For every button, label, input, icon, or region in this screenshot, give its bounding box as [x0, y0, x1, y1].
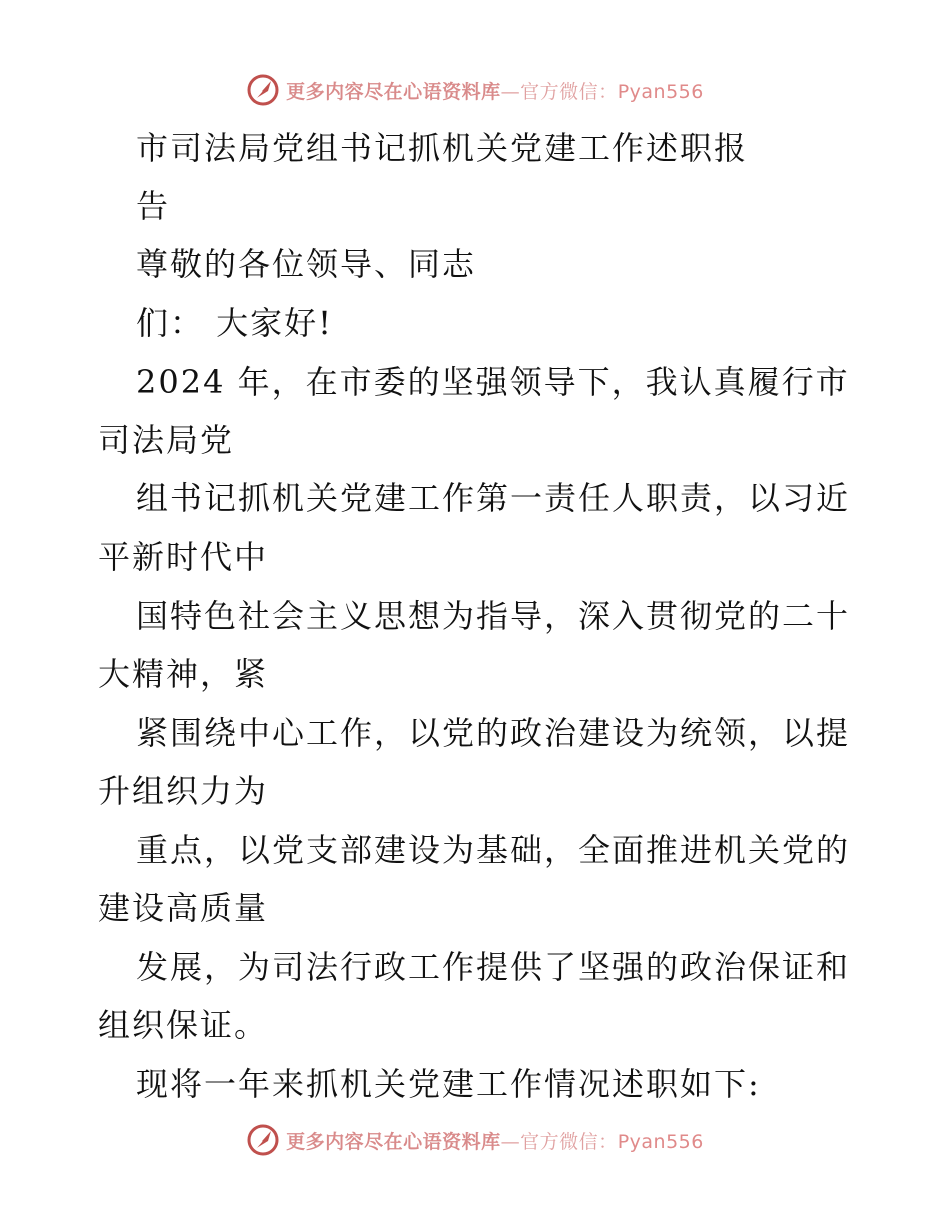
watermark-text	[286, 77, 704, 104]
paragraph-line: 国特色社会主义思想为指导，深入贯彻党的二十	[136, 597, 851, 635]
header-watermark	[0, 70, 950, 110]
watermark-brand: 更多内容尽在心语资料库	[286, 80, 501, 103]
paragraph-line: 组织保证。	[98, 1006, 269, 1044]
paragraph-line: 建设高质量	[98, 889, 269, 927]
watermark-brand: 更多内容尽在心语资料库	[286, 1130, 501, 1153]
paragraph-line: 平新时代中	[98, 538, 269, 576]
watermark-id: Pyan556	[617, 80, 704, 103]
paragraph-line: 2024 年，在市委的坚强领导下，我认真履行市	[136, 363, 850, 401]
watermark-separator: —	[500, 1130, 521, 1153]
document-title-line-1: 市司法局党组书记抓机关党建工作述职报	[136, 129, 749, 167]
watermark-label: 官方微信：	[520, 1130, 618, 1153]
paragraph-line: 发展，为司法行政工作提供了坚强的政治保证和	[136, 948, 851, 986]
paragraph-line: 重点，以党支部建设为基础，全面推进机关党的	[136, 831, 851, 869]
watermark-label: 官方微信：	[520, 80, 618, 103]
paragraph-line: 组书记抓机关党建工作第一责任人职责，以习近	[136, 479, 851, 517]
salutation-line-1: 尊敬的各位领导、同志	[136, 245, 477, 283]
paragraph-line: 司法局党	[98, 421, 235, 459]
quill-logo-icon	[246, 1123, 280, 1157]
paragraph-line: 大精神，紧	[98, 655, 269, 693]
paragraph-line: 升组织力为	[98, 772, 269, 810]
document-title-line-2: 告	[136, 187, 171, 225]
footer-watermark	[0, 1120, 950, 1160]
watermark-separator: —	[500, 80, 521, 103]
paragraph-line: 紧围绕中心工作，以党的政治建设为统领，以提	[136, 714, 851, 752]
watermark-text	[286, 1127, 704, 1154]
quill-logo-icon	[246, 73, 280, 107]
salutation-line-2: 们： 大家好!	[136, 304, 334, 342]
paragraph-line: 现将一年来抓机关党建工作情况述职如下:	[136, 1065, 761, 1103]
watermark-id: Pyan556	[617, 1130, 704, 1153]
